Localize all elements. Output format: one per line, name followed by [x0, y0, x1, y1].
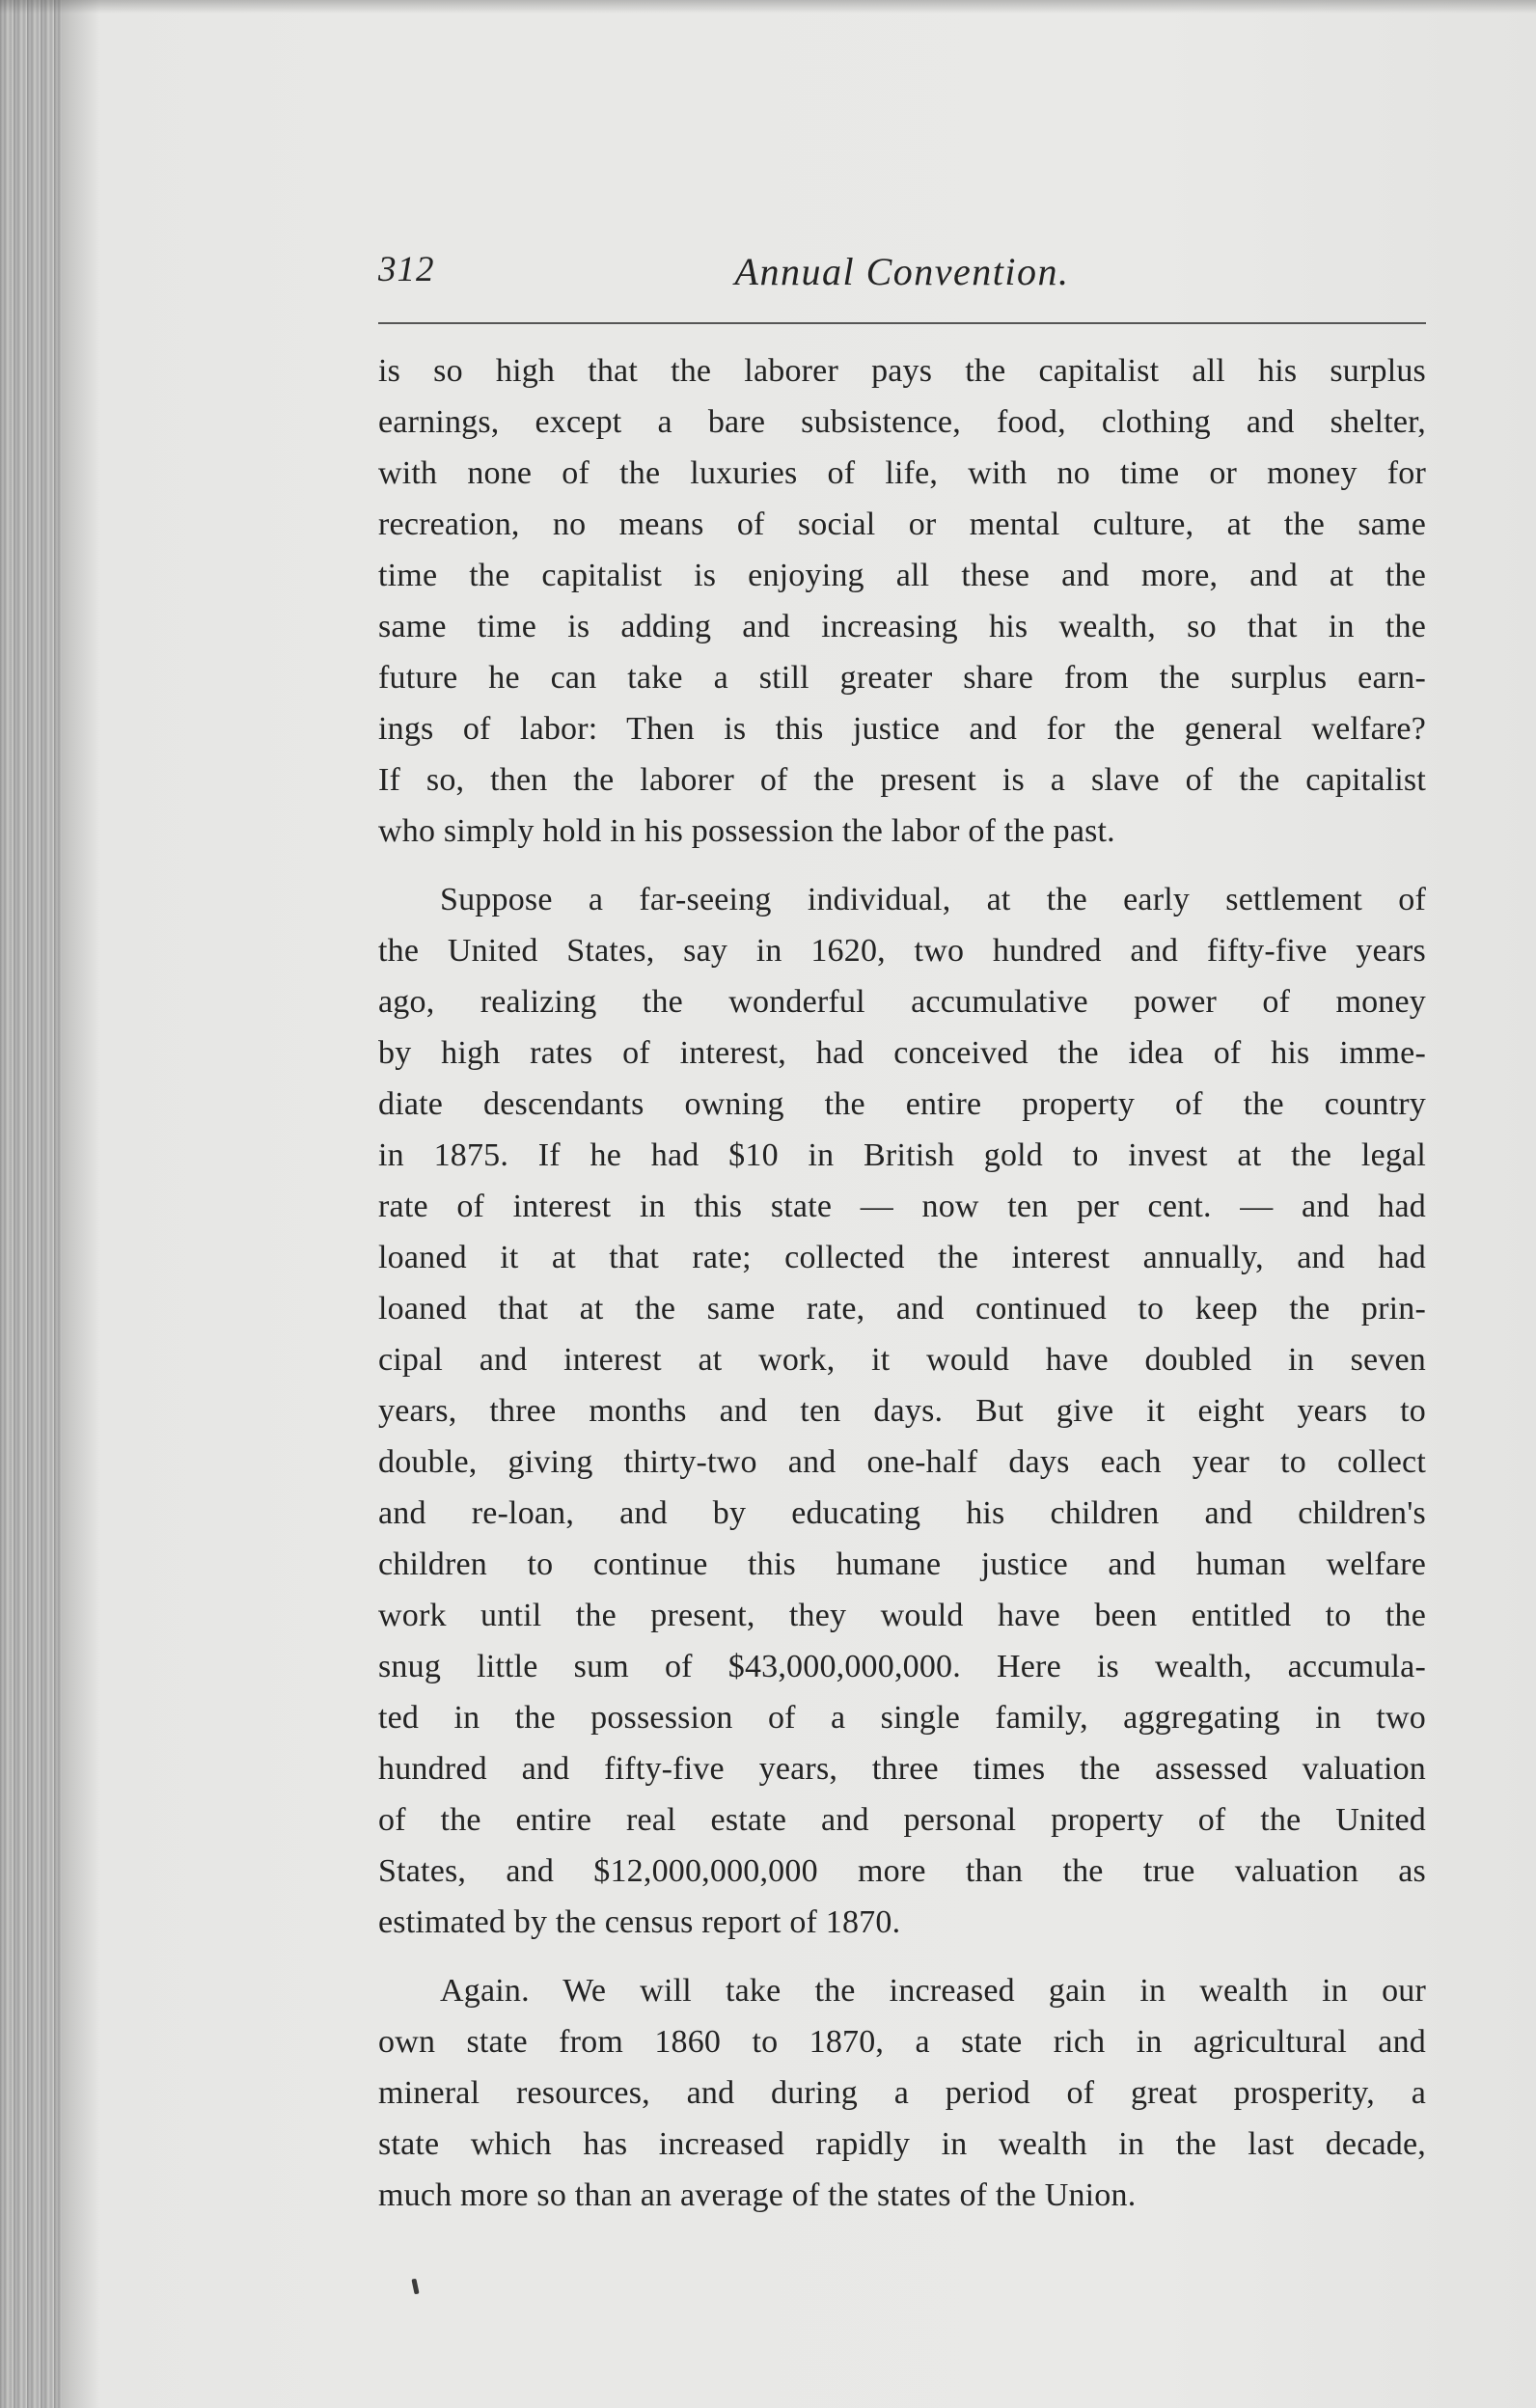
text-line: diate descendants owning the entire property of the country: [378, 1086, 1426, 1122]
text-line: who simply hold in his possession the labor of the past.: [378, 813, 1115, 849]
text-line: years, three months and ten days. But give it eight years to: [378, 1393, 1426, 1429]
text-line: same time is adding and increasing his wealth, so that in the: [378, 609, 1426, 644]
text-line: Again. We will take the increased gain in wealth in our: [440, 1973, 1426, 2009]
page-top-edge: [0, 0, 1536, 14]
page-number: 312: [378, 250, 435, 289]
text-line: States, and $12,000,000,000 more than the true valuation as: [378, 1853, 1426, 1889]
text-line: If so, then the laborer of the present is a slave of the capitalist: [378, 762, 1426, 798]
page-header: [378, 249, 1426, 307]
paragraph-3: [378, 1965, 1426, 2221]
paragraph-1: [378, 345, 1426, 857]
ink-speck: [411, 2279, 419, 2295]
text-line: the United States, say in 1620, two hundred and fifty-five years: [378, 933, 1426, 969]
text-line: is so high that the laborer pays the capitalist all his surplus: [378, 353, 1426, 389]
running-title: Annual Convention.: [734, 250, 1070, 293]
paragraph-2: [378, 874, 1426, 1948]
text-line: Suppose a far-seeing individual, at the early settlement of: [440, 882, 1426, 917]
text-line: children to continue this humane justice and human welfare: [378, 1546, 1426, 1582]
text-line: cipal and interest at work, it would have doubled in seven: [378, 1342, 1426, 1378]
text-line: in 1875. If he had $10 in British gold to invest at the legal: [378, 1137, 1426, 1173]
header-rule: [378, 322, 1426, 324]
text-line: work until the present, they would have been entitled to the: [378, 1598, 1426, 1633]
text-line: hundred and fifty-five years, three times the assessed valuation: [378, 1751, 1426, 1787]
text-line: recreation, no means of social or mental culture, at the same: [378, 506, 1426, 542]
text-line: ted in the possession of a single family, aggregating in two: [378, 1700, 1426, 1736]
text-line: earnings, except a bare subsistence, food, clothing and shelter,: [378, 404, 1426, 440]
text-line: state which has increased rapidly in wealth in the last decade,: [378, 2126, 1426, 2162]
text-line: much more so than an average of the states of the Union.: [378, 2177, 1137, 2213]
text-line: loaned that at the same rate, and continued to keep the prin-: [378, 1291, 1426, 1327]
text-line: future he can take a still greater share from the surplus earn-: [378, 660, 1426, 696]
text-line: ago, realizing the wonderful accumulative power of money: [378, 984, 1426, 1020]
text-line: by high rates of interest, had conceived the idea of his imme-: [378, 1035, 1426, 1071]
page-body: [378, 345, 1426, 2221]
text-line: with none of the luxuries of life, with no time or money for: [378, 455, 1426, 491]
text-line: and re-loan, and by educating his children and children's: [378, 1495, 1426, 1531]
text-line: of the entire real estate and personal property of the United: [378, 1802, 1426, 1838]
text-line: ings of labor: Then is this justice and for the general welfare?: [378, 711, 1426, 747]
text-line: time the capitalist is enjoying all these and more, and at the: [378, 558, 1426, 593]
text-line: rate of interest in this state — now ten per cent. — and had: [378, 1189, 1426, 1224]
text-line: loaned it at that rate; collected the interest annually, and had: [378, 1240, 1426, 1275]
text-line: mineral resources, and during a period of great prosperity, a: [378, 2075, 1426, 2111]
text-line: snug little sum of $43,000,000,000. Here is wealth, accumula-: [378, 1649, 1426, 1684]
text-line: estimated by the census report of 1870.: [378, 1904, 901, 1940]
binding-shadow: [62, 0, 100, 2408]
text-line: double, giving thirty-two and one-half days each year to collect: [378, 1444, 1426, 1480]
book-binding-edge: [0, 0, 62, 2408]
text-line: own state from 1860 to 1870, a state rich in agricultural and: [378, 2024, 1426, 2060]
